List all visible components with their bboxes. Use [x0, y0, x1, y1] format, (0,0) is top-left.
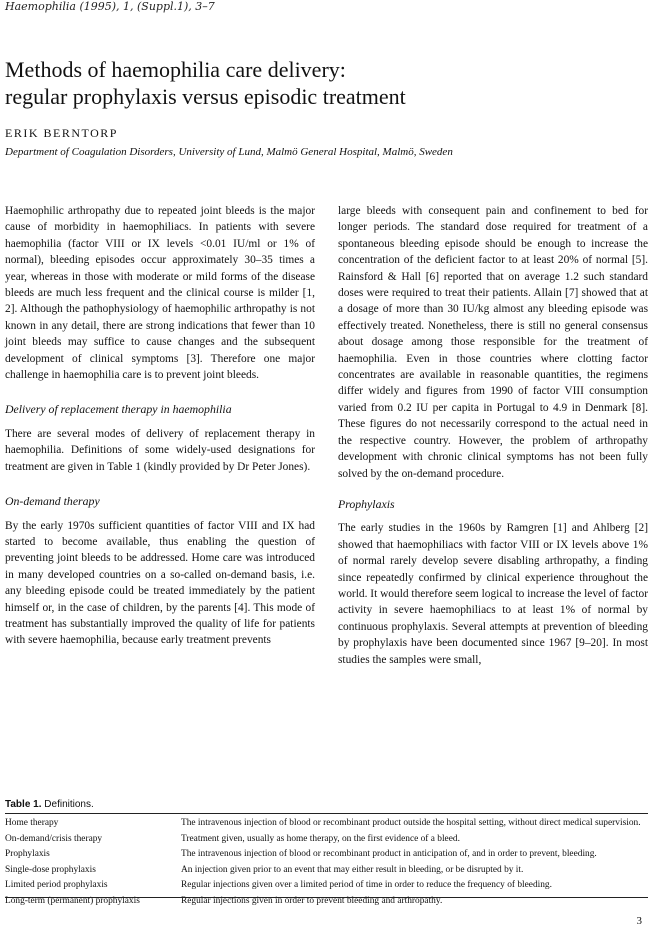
table-definition: Treatment given, usually as home therapy, on the first evidence of a bleed.	[181, 833, 460, 844]
table-term: On-demand/crisis therapy	[5, 833, 103, 844]
author-affiliation: Department of Coagulation Disorders, University of Lund, Malmö General Hospital, Malmö, Sweden	[5, 146, 453, 158]
table-term: Home therapy	[5, 818, 59, 828]
left-paragraph-1: Haemophilic arthropathy due to repeated joint bleeds is the major cause of morbidity in haemophiliacs. In patients with severe haemophilia (factor VIII or IX levels <0.01 IU/ml or 1% of normal), bleeding episodes occur approximately 30–35 times a year, whereas in those with moderate or mild forms of the disease bleeds are much less frequent and the clinical course is milder [1, 2]. Although the pathophysiology of haemophilic arthropathy is not known in any detail, there are strong indications that fewer than 10 joint bleeds may suffice to cause changes and the subsequent development of clinical symptoms [3]. Therefore one major challenge in haemophilia care is to prevent joint bleeds.	[5, 205, 315, 382]
table-definition: The intravenous injection of blood or recombinant product outside the hospital setting, without direct medical supervision.	[181, 818, 641, 828]
table-definition: Regular injections given over a limited period of time in order to reduce the frequency of bleeding.	[181, 880, 552, 891]
table-row	[5, 847, 648, 863]
table-row	[5, 863, 648, 879]
table-row	[5, 878, 648, 894]
table-definition: Regular injections given in order to prevent bleeding and arthropathy.	[181, 895, 443, 906]
table-caption-label: Table 1.	[5, 799, 42, 810]
definitions-table	[5, 815, 648, 910]
section-heading-on-demand: On-demand therapy	[5, 494, 100, 509]
section-heading-prophylaxis: Prophylaxis	[338, 496, 395, 511]
table-caption	[5, 799, 94, 810]
table-caption-text: Definitions.	[44, 799, 94, 810]
page-number: 3	[636, 915, 642, 927]
author-name: ERIK BERNTORP	[5, 126, 118, 140]
left-paragraph-3: By the early 1970s sufficient quantities of factor VIII and IX had started to become available, thus enabling the question of preventing joint bleeds to be addressed. Home care was introduced in many developed countries on a so-called on-demand basis, i.e. any bleeding episode could be treated immediately by the patient himself or, in the case of children, by the parents [4]. This mode of treatment has substantially improved the quality of life for patients with severe haemophilia, because early treatment prevents	[5, 519, 315, 647]
table-top-rule	[5, 813, 648, 814]
table-term: Limited period prophylaxis	[5, 880, 108, 891]
title-line-1: Methods of haemophilia care delivery:	[5, 57, 346, 82]
table-bottom-rule	[5, 897, 648, 898]
table-row	[5, 832, 648, 848]
title-line-2: regular prophylaxis versus episodic treatment	[5, 84, 406, 109]
right-paragraph-2: The early studies in the 1960s by Ramgren [1] and Ahlberg [2] showed that haemophiliacs with factor VIII or IX levels above 1% of normal rarely develop severe disabling arthropathy, a finding since repeatedly confirmed by clinical experience throughout the world. It would therefore seem logical to increase the level of factor activity in severe haemophiliacs to at least 1% of normal by continuous prophylaxis. Several attempts at prevention of bleeding by prophylaxis have been documented since 1967 [9–20]. In most studies the samples were small,	[338, 522, 648, 666]
table-term: Prophylaxis	[5, 849, 50, 860]
table-term: Single-dose prophylaxis	[5, 864, 96, 875]
table-term: Long-term (permanent) prophylaxis	[5, 895, 140, 906]
table-definition: The intravenous injection of blood or recombinant product in anticipation of, and in order to prevent, bleeding.	[181, 849, 597, 860]
left-paragraph-2: There are several modes of delivery of replacement therapy in haemophilia. Definitions of some widely-used designations for treatment are given in Table 1 (kindly provided by Dr Peter Jones).	[5, 427, 315, 473]
running-head: Haemophilia (1995), 1, (Suppl.1), 3–7	[5, 0, 215, 13]
left-column	[5, 203, 315, 649]
right-column	[338, 203, 648, 668]
section-heading-delivery: Delivery of replacement therapy in haemophilia	[5, 402, 232, 417]
right-paragraph-1: large bleeds with consequent pain and confinement to bed for longer periods. The standard dose required for treatment of a spontaneous bleeding episode should be enough to increase the concentration of the deficient factor to at least 20% of normal [5]. Rainsford & Hall [6] reported that on average 1.2 such standard doses were required to treat their patients. Allain [7] showed that at a dosage of more than 30 IU/kg almost any bleeding episode was effectively treated. Nonetheless, there is still no general consensus about dosage among those responsible for the treatment of haemophilia. Even in those countries where clotting factor concentrates are available in reasonable quantities, the regimens differ widely and figures from 1990 of factor VIII consumption varied from 0.2 IU per capita in Portugal to 4.9 in Denmark [8]. These figures do not necessarily correspond to the actual need in the respective country. However, the problem of arthropathy development with chronic clinical symptoms has not been fully solved by the on-demand procedure.	[338, 205, 648, 480]
article-title	[5, 56, 406, 110]
table-definition: An injection given prior to an event that may either result in bleeding, or be disrupted by it.	[181, 864, 524, 875]
table-row	[5, 815, 648, 832]
